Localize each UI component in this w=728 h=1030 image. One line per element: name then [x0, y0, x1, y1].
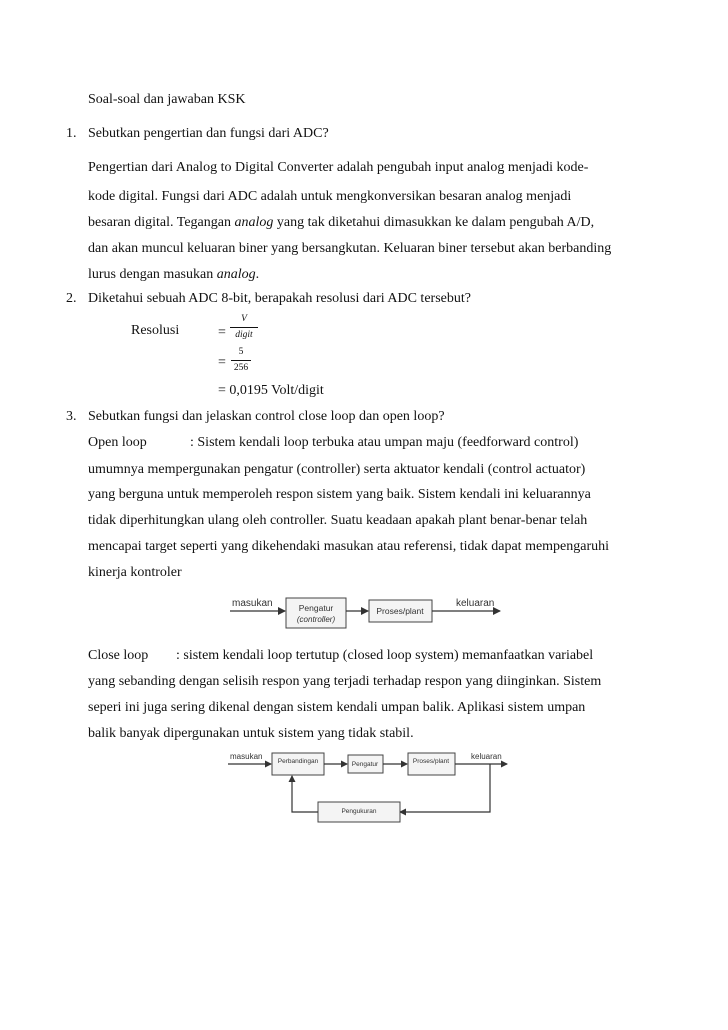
resolution-label: Resolusi	[131, 323, 180, 338]
open-loop-term: Open loop	[88, 435, 147, 450]
open-loop-line-5: mencapai target seperti yang dikehendaki masukan atau referensi, tidak dapat mempengaruhi	[88, 539, 610, 554]
close-loop-line-1: : sistem kendali loop tertutup (closed loop system) memanfaatkan variabel	[176, 648, 594, 663]
closed-diagram-input-label: masukan	[230, 752, 263, 761]
closed-diagram-comparator-label: Perbandingan	[277, 758, 319, 765]
open-loop-line-6: kinerja kontroler	[88, 565, 182, 580]
q1-answer-line-3	[88, 215, 643, 231]
closed-diagram-plant-label: Proses/plant	[412, 758, 450, 765]
equals-sign-1: =	[218, 325, 226, 340]
q1-answer-line-5-italic: analog	[216, 267, 256, 282]
q1-number: 1.	[66, 126, 77, 141]
q3-number: 3.	[66, 409, 77, 424]
q1-answer-line-3-a: besaran digital. Tegangan	[88, 215, 235, 230]
q1-answer-line-5	[88, 267, 259, 283]
open-loop-line-2: umumnya mempergunakan pengatur (controller) serta aktuator kendali (control actuator)	[88, 462, 586, 477]
q1-question: Sebutkan pengertian dan fungsi dari ADC?	[88, 126, 329, 141]
resolution-result: = 0,0195 Volt/digit	[218, 383, 324, 398]
fraction-2-bar	[231, 360, 251, 361]
fraction-1-denominator: digit	[235, 330, 253, 340]
closed-loop-diagram	[228, 748, 510, 824]
open-diagram-controller-sublabel: (controller)	[296, 615, 336, 624]
closed-diagram-measurement-label: Pengukuran	[341, 808, 377, 815]
open-diagram-controller-label: Pengatur	[298, 603, 334, 613]
open-diagram-output-label: keluaran	[456, 598, 495, 609]
closed-diagram-controller-label: Pengatur	[351, 761, 379, 768]
q1-answer-line-3-b: yang tak diketahui dimasukkan ke dalam pengubah A/D,	[273, 215, 595, 230]
q1-answer-line-4: dan akan muncul keluaran biner yang bersangkutan. Keluaran biner tersebut akan berbanding	[88, 241, 612, 256]
open-loop-diagram	[228, 590, 503, 638]
q2-question: Diketahui sebuah ADC 8-bit, berapakah resolusi dari ADC tersebut?	[88, 291, 471, 306]
fraction-1-bar	[230, 327, 258, 328]
open-loop-line-3: yang berguna untuk memperoleh respon sistem yang baik. Sistem kendali ini keluarannya	[88, 487, 591, 502]
closed-diagram-output-label: keluaran	[471, 752, 502, 761]
q1-answer-line-5-a: lurus dengan masukan	[88, 267, 217, 282]
open-loop-line-1: : Sistem kendali loop terbuka atau umpan maju (feedforward control)	[190, 435, 579, 450]
close-loop-line-3: seperi ini juga sering dikenal dengan sistem kendali umpan balik. Aplikasi sistem umpan	[88, 700, 586, 715]
q3-question: Sebutkan fungsi dan jelaskan control close loop dan open loop?	[88, 409, 445, 424]
close-loop-term: Close loop	[88, 648, 149, 663]
equals-sign-2: =	[218, 355, 226, 370]
q1-answer-line-1: Pengertian dari Analog to Digital Converter adalah pengubah input analog menjadi kode-	[88, 160, 589, 175]
open-loop-line-4: tidak diperhitungkan ulang oleh controller. Suatu keadaan apakah plant benar-benar telah	[88, 513, 588, 528]
q1-answer-line-3-italic: analog	[234, 215, 274, 230]
open-diagram-plant-label: Proses/plant	[376, 606, 424, 616]
fraction-2-denominator: 256	[233, 363, 249, 373]
open-diagram-input-label: masukan	[232, 598, 273, 609]
q2-number: 2.	[66, 291, 77, 306]
closed-diagram-feedback-arrow-2	[292, 776, 318, 812]
close-loop-line-4: balik banyak dipergunakan untuk sistem yang tidak stabil.	[88, 726, 414, 741]
close-loop-line-2: yang sebanding dengan selisih respon yang terjadi terhadap respon yang diinginkan. Sistem	[88, 674, 602, 689]
q1-answer-line-2: kode digital. Fungsi dari ADC adalah untuk mengkonversikan besaran analog menjadi	[88, 189, 572, 204]
fraction-1-numerator: V	[241, 314, 247, 324]
document-heading: Soal-soal dan jawaban KSK	[88, 92, 246, 107]
q1-answer-line-5-b: .	[255, 267, 260, 282]
fraction-2-numerator: 5	[238, 347, 244, 357]
